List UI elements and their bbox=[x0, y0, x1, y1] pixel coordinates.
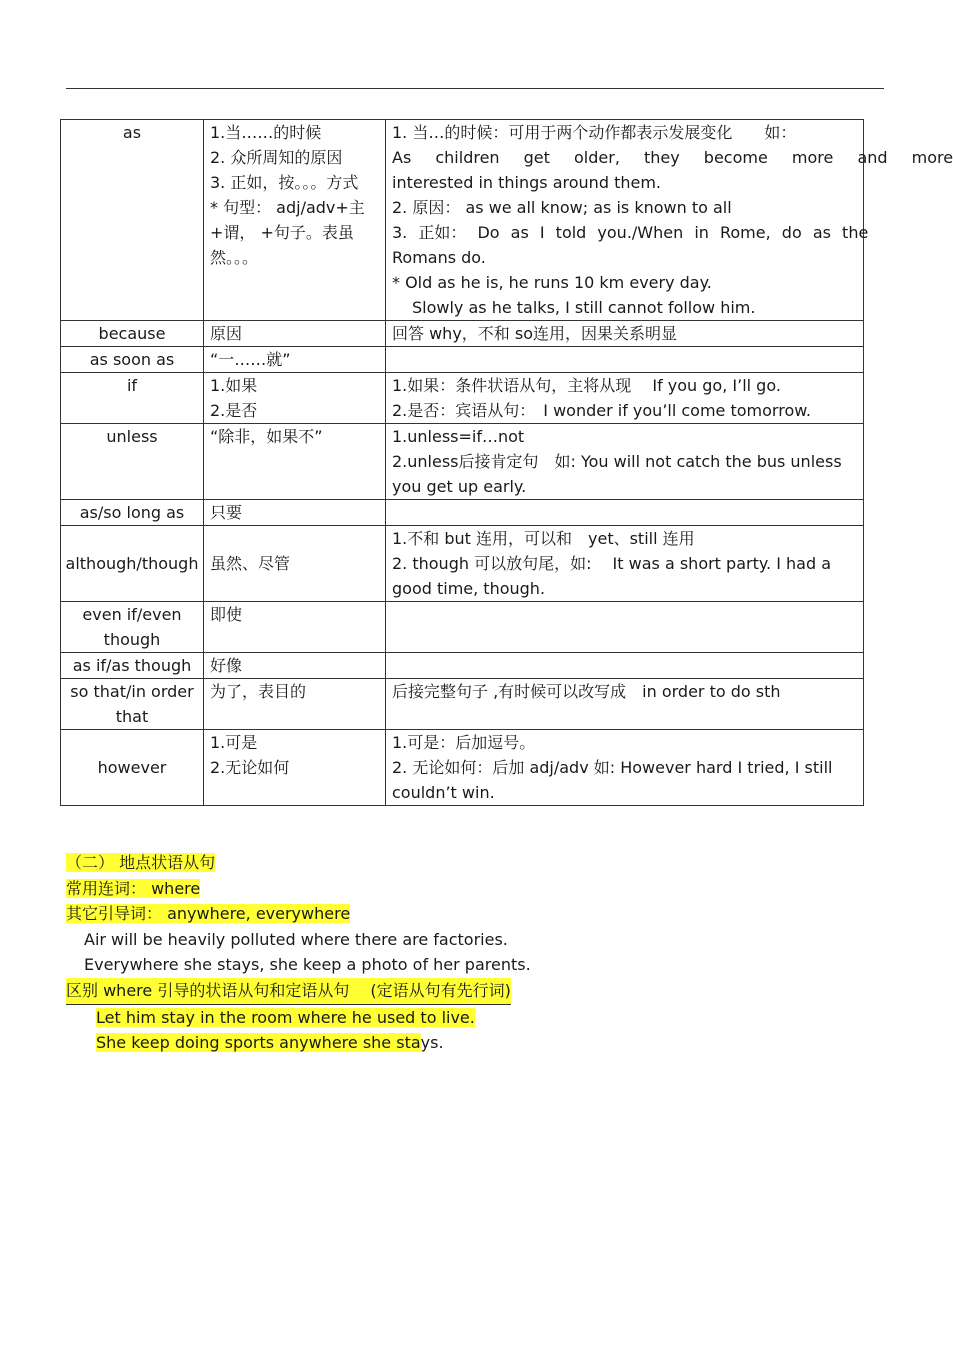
usage-cell bbox=[386, 602, 864, 653]
conjunction-cell: unless bbox=[61, 424, 204, 500]
example-sentence: She keep doing sports anywhere she sta bbox=[96, 1033, 421, 1053]
conjunction-cell: as soon as bbox=[61, 347, 204, 373]
table-row bbox=[61, 373, 864, 424]
usage-cell bbox=[386, 653, 864, 679]
conjunction-cell: because bbox=[61, 321, 204, 347]
usage-cell: 1. 当…的时候：可用于两个动作都表示发展变化 如： As children get older, they become more and more interested in things around them. 2. 原因： as we all know; as is known to all 3. 正如： Do as I told you./When in Rome, do as the Romans do. * Old as he is, he runs 10 km every day. Slowly as he talks, I still cannot follow him. bbox=[386, 120, 864, 321]
place-clause-section bbox=[66, 850, 886, 1056]
table-row bbox=[61, 602, 864, 653]
example-sentence: Air will be heavily polluted where there are factories. bbox=[84, 929, 508, 949]
table-row bbox=[61, 730, 864, 806]
table-row bbox=[61, 424, 864, 500]
conjunction-cell: if bbox=[61, 373, 204, 424]
conjunction-cell: even if/even though bbox=[61, 602, 204, 653]
conjunction-cell: as if/as though bbox=[61, 653, 204, 679]
meaning-cell: 1.当……的时候 2. 众所周知的原因 3. 正如，按。。。方式 * 句型： adj/adv+主+谓， +句子。表虽然。。。 bbox=[204, 120, 386, 321]
usage-cell: 1.unless=if…not 2.unless后接肯定句 如: You will not catch the bus unless you get up early. bbox=[386, 424, 864, 500]
meaning-cell: 原因 bbox=[204, 321, 386, 347]
usage-cell: 回答 why，不和 so连用，因果关系明显 bbox=[386, 321, 864, 347]
table-row bbox=[61, 679, 864, 730]
meaning-cell: 即使 bbox=[204, 602, 386, 653]
table-row bbox=[61, 321, 864, 347]
table-row bbox=[61, 347, 864, 373]
usage-cell: 1.可是：后加逗号。 2. 无论如何：后加 adj/adv 如: However hard I tried, I still couldn’t win. bbox=[386, 730, 864, 806]
other-conjunction-label: 其它引导词： anywhere, everywhere bbox=[66, 904, 351, 924]
conjunction-cell: as bbox=[61, 120, 204, 321]
meaning-cell: 1.如果 2.是否 bbox=[204, 373, 386, 424]
table-row bbox=[61, 120, 864, 321]
usage-cell bbox=[386, 500, 864, 526]
usage-cell: 1.如果：条件状语从句，主将从现 If you go, I’ll go. 2.是否：宾语从句： I wonder if you’ll come tomorrow. bbox=[386, 373, 864, 424]
example-sentence: Everywhere she stays, she keep a photo of her parents. bbox=[84, 955, 531, 975]
table-row bbox=[61, 526, 864, 602]
conjunction-cell: so that/in order that bbox=[61, 679, 204, 730]
usage-cell bbox=[386, 347, 864, 373]
common-conjunction-label: 常用连词： where bbox=[66, 878, 201, 898]
example-sentence-tail: ys. bbox=[420, 1033, 444, 1053]
meaning-cell: 只要 bbox=[204, 500, 386, 526]
meaning-cell: 虽然、尽管 bbox=[204, 526, 386, 602]
distinguish-note: 区别 where 引导的状语从句和定语从句 (定语从句有先行词) bbox=[66, 978, 511, 1005]
meaning-cell: 1.可是 2.无论如何 bbox=[204, 730, 386, 806]
table-row bbox=[61, 500, 864, 526]
meaning-cell: 好像 bbox=[204, 653, 386, 679]
meaning-cell: 为了，表目的 bbox=[204, 679, 386, 730]
section-heading: （二） 地点状语从句 bbox=[66, 853, 216, 872]
conjunction-cell: although/though bbox=[61, 526, 204, 602]
meaning-cell: “一……就” bbox=[204, 347, 386, 373]
example-sentence: Let him stay in the room where he used to live. bbox=[96, 1007, 475, 1027]
conjunction-cell: however bbox=[61, 730, 204, 806]
conjunction-table bbox=[60, 119, 953, 806]
conjunction-cell: as/so long as bbox=[61, 500, 204, 526]
usage-cell: 1.不和 but 连用，可以和 yet、still 连用 2. though 可以放句尾，如: It was a short party. I had a good time, though. bbox=[386, 526, 864, 602]
header-rule bbox=[66, 88, 884, 89]
meaning-cell: “除非，如果不” bbox=[204, 424, 386, 500]
table-row bbox=[61, 653, 864, 679]
usage-cell: 后接完整句子 ,有时候可以改写成 in order to do sth bbox=[386, 679, 864, 730]
